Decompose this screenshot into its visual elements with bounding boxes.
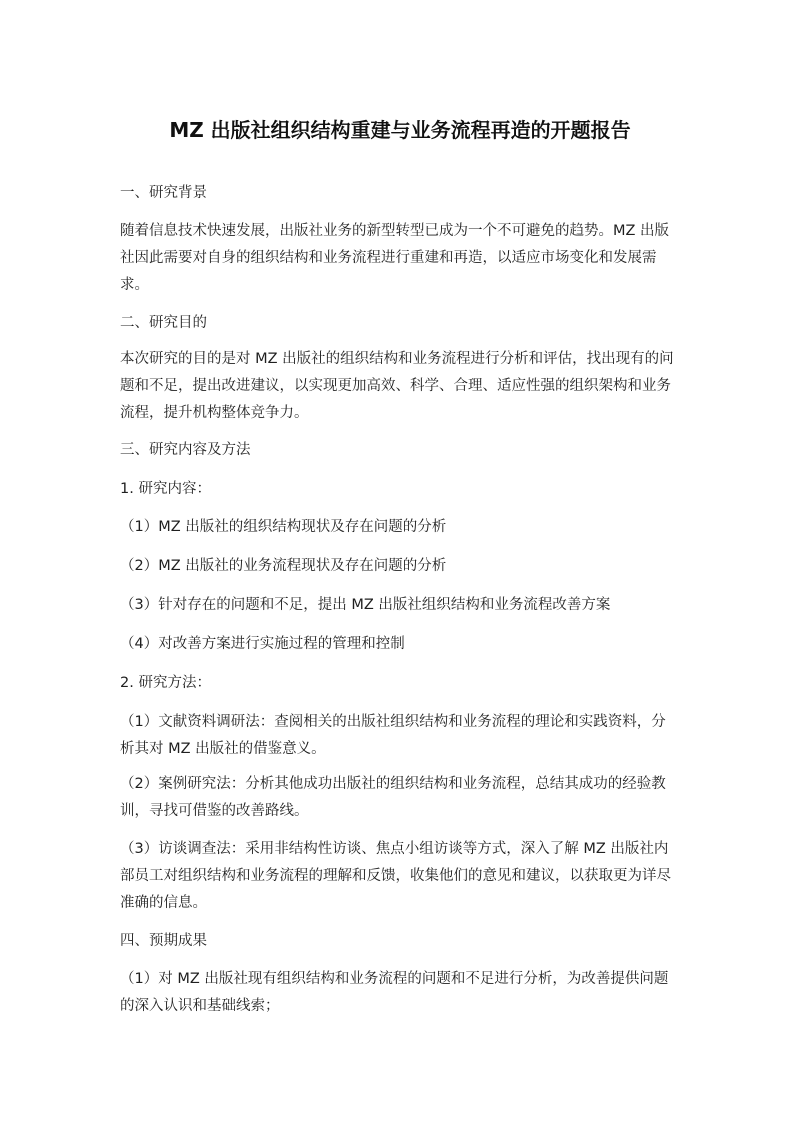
- list-item: （2）MZ 出版社的业务流程现状及存在问题的分析: [120, 558, 447, 574]
- list-item: （3）访谈调查法：采用非结构性访谈、焦点小组访谈等方式，深入了解 MZ 出版社内部员工对组织结构和业务流程的理解和反馈，收集他们的意见和建议，以获取更为详尽准确的信息。: [120, 841, 671, 911]
- list-item: （2）案例研究法：分析其他成功出版社的组织结构和业务流程，总结其成功的经验教训，寻找可借鉴的改善路线。: [120, 776, 666, 819]
- list-item: （1）文献资料调研法：查阅相关的出版社组织结构和业务流程的理论和实践资料，分析其对 MZ 出版社的借鉴意义。: [120, 714, 666, 757]
- list-item: （3）针对存在的问题和不足，提出 MZ 出版社组织结构和业务流程改善方案: [120, 597, 611, 613]
- document-title: MZ 出版社组织结构重建与业务流程再造的开题报告: [169, 118, 631, 142]
- section-heading-content-method: 三、研究内容及方法: [120, 442, 251, 458]
- subheading-research-method: 2. 研究方法：: [120, 675, 211, 691]
- subheading-research-content: 1. 研究内容：: [120, 481, 211, 497]
- paragraph-purpose: 本次研究的目的是对 MZ 出版社的组织结构和业务流程进行分析和评估，找出现有的问题和不足，提出改进建议，以实现更加高效、科学、合理、适应性强的组织架构和业务流程，提升机构整体竞争力。: [120, 351, 674, 421]
- list-item: （4）对改善方案进行实施过程的管理和控制: [120, 636, 405, 652]
- list-item: （1）对 MZ 出版社现有组织结构和业务流程的问题和不足进行分析，为改善提供问题的深入认识和基础线索；: [120, 971, 669, 1014]
- section-heading-purpose: 二、研究目的: [120, 315, 207, 331]
- section-heading-expected-results: 四、预期成果: [120, 933, 207, 949]
- section-heading-background: 一、研究背景: [120, 185, 207, 201]
- list-item: （1）MZ 出版社的组织结构现状及存在问题的分析: [120, 519, 447, 535]
- paragraph-background: 随着信息技术快速发展，出版社业务的新型转型已成为一个不可避免的趋势。MZ 出版社因此需要对自身的组织结构和业务流程进行重建和再造，以适应市场变化和发展需求。: [120, 223, 670, 293]
